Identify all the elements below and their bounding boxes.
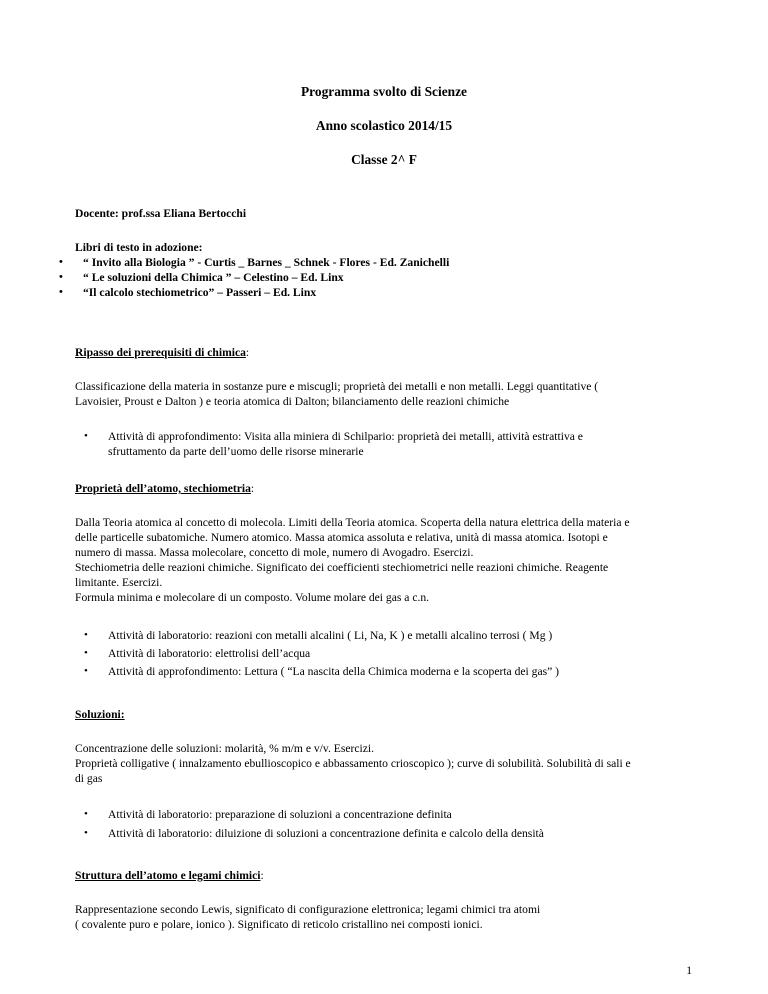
list-item: • Attività di approfondimento: Visita alla miniera di Schilpario: proprietà dei metalli, attività estrattiva e sfruttamento da parte dell’uomo delle risorse minerarie [84,430,583,458]
atomo-bullets [75,628,695,682]
bullet-icon: • [84,430,88,442]
section-heading-ripasso: Ripasso dei prerequisiti di chimica: [75,346,250,359]
bullet-icon: • [84,827,88,839]
document-title: Programma svolto di Scienze [301,84,467,99]
bullet-icon: • [59,271,63,283]
teacher-line: Docente: prof.ssa Eliana Bertocchi [75,207,247,220]
section-heading-struttura: Struttura dell’atomo e legami chimici: [75,869,264,882]
section-heading-soluzioni: Soluzioni: [75,708,125,721]
section-heading-atomo: Proprietà dell’atomo, stechiometria: [75,482,255,495]
section-body-soluzioni: Concentrazione delle soluzioni: molarità, % m/m e v/v. Esercizi. Proprietà colligative ( innalzamento ebullioscopico e abbassamento crioscopico ); curve di solubilità. Solubilità di sali e di gas [75,742,631,785]
list-item: • Attività di laboratorio: reazioni con metalli alcalini ( Li, Na, K ) e metalli alcalino terrosi ( Mg ) [84,629,553,642]
bullet-icon: • [84,629,88,641]
list-item: • Attività di laboratorio: elettrolisi dell’acqua [84,647,311,660]
section-body-struttura: Rappresentazione secondo Lewis, significato di configurazione elettronica; legami chimici tra atomi ( covalente puro e polare, ionico ). Significato di reticolo cristallino nei composti ionici. [75,903,541,931]
ripasso-bullets [75,429,695,459]
list-item: • Attività di laboratorio: preparazione di soluzioni a concentrazione definita [84,808,452,821]
textbooks-block [59,240,695,300]
soluzioni-bullets [75,807,695,845]
section-body-atomo: Dalla Teoria atomica al concetto di molecola. Limiti della Teoria atomica. Scoperta della natura elettrica della materia e delle particelle subatomiche. Numero atomico. Massa atomica assoluta e relativa, unità di massa atomica. Isotopi e numero di massa. Massa molecolare, concetto di mole, numero di Avogadro. Esercizi. Stechiometria delle reazioni chimiche. Significato dei coefficienti stechiometrici nelle reazioni chimiche. Reagente limitante. Esercizi. Formula minima e molecolare di un composto. Volume molare dei gas a c.n. [75,516,630,604]
bullet-icon: • [84,665,88,677]
page-number: 1 [686,964,692,977]
class-label: Classe 2^ F [351,152,417,167]
list-item: • “Il calcolo stechiometrico” – Passeri – Ed. Linx [59,286,317,299]
bullet-icon: • [59,256,63,268]
list-item: • Attività di laboratorio: diluizione di soluzioni a concentrazione definita e calcolo della densità [84,827,544,840]
bullet-icon: • [59,286,63,298]
bullet-icon: • [84,808,88,820]
school-year: Anno scolastico 2014/15 [315,118,453,133]
section-body-ripasso: Classificazione della materia in sostanze pure e miscugli; proprietà dei metalli e non metalli. Leggi quantitative ( Lavoisier, Proust e Dalton ) e teoria atomica di Dalton; bilanciamento delle reazioni chimiche [75,380,599,408]
list-item: • “ Invito alla Biologia ” - Curtis _ Barnes _ Schnek - Flores - Ed. Zanichelli [59,256,450,269]
list-item: • Attività di approfondimento: Lettura ( “La nascita della Chimica moderna e la scoperta dei gas” ) [84,665,560,678]
bullet-icon: • [84,647,88,659]
textbooks-heading: Libri di testo in adozione: [75,241,203,254]
list-item: • “ Le soluzioni della Chimica ” – Celestino – Ed. Linx [59,271,344,284]
textbooks-list [50,255,695,300]
